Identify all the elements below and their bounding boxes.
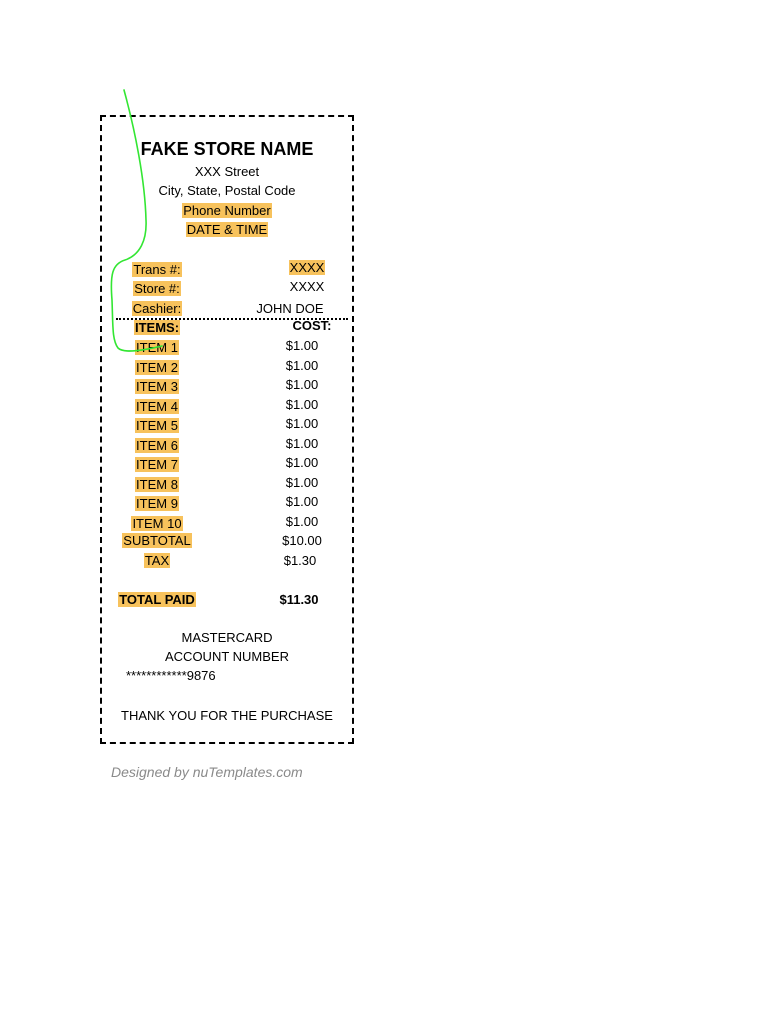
- payment-account-label: ACCOUNT NUMBER: [165, 649, 289, 664]
- total-value: $11.30: [279, 592, 319, 607]
- receipt: [100, 115, 354, 744]
- cashier-value: JOHN DOE: [256, 301, 324, 316]
- trans-label: Trans #:: [133, 262, 181, 277]
- item-row: [102, 340, 352, 359]
- item-cost: $1.00: [285, 513, 319, 529]
- cashier-label: Cashier:: [132, 301, 182, 316]
- item-name: ITEM 3: [136, 379, 178, 394]
- item-name: ITEM 6: [136, 437, 178, 453]
- subtotal-label: SUBTOTAL: [123, 533, 191, 548]
- items-header: [102, 320, 352, 339]
- item-cost: $1.00: [285, 396, 319, 412]
- total-row: [102, 592, 352, 611]
- footer-credit[interactable]: Designed by nuTemplates.com: [111, 764, 303, 780]
- item-row: [102, 474, 352, 496]
- trans-value: XXXX: [289, 260, 325, 275]
- store-city: City, State, Postal Code: [158, 183, 296, 198]
- payment-card: MASTERCARD: [181, 630, 273, 645]
- item-row: [102, 357, 352, 379]
- item-name: ITEM 9: [136, 496, 178, 511]
- items-header-label: ITEMS:: [134, 320, 180, 335]
- item-row: [102, 496, 352, 515]
- payment-account-number-row: [102, 668, 352, 687]
- item-cost: $1.00: [285, 377, 319, 392]
- item-cost: $1.00: [285, 338, 319, 353]
- subtotal-row: [102, 533, 352, 552]
- item-cost: $1.00: [285, 435, 319, 451]
- tax-value: $1.30: [283, 553, 317, 568]
- store-phone: Phone Number: [183, 203, 271, 218]
- payment-account-number: ************9876: [126, 668, 216, 683]
- item-cost: $1.00: [285, 357, 319, 373]
- store-num-label: Store #:: [134, 281, 180, 296]
- thank-you: THANK YOU FOR THE PURCHASE: [121, 708, 333, 723]
- item-cost: $1.00: [285, 455, 319, 470]
- item-cost: $1.00: [285, 474, 319, 490]
- store-street: XXX Street: [194, 164, 260, 179]
- item-cost: $1.00: [285, 494, 319, 509]
- item-row: [102, 418, 352, 437]
- store-num-row: [102, 281, 352, 300]
- item-cost: $1.00: [285, 416, 319, 431]
- item-name: ITEM 7: [136, 457, 178, 472]
- tax-row: [102, 553, 352, 572]
- cost-header-label: COST:: [292, 318, 332, 333]
- item-row: [102, 457, 352, 476]
- item-name: ITEM 4: [136, 398, 178, 414]
- item-name: ITEM 10: [132, 515, 182, 531]
- store-num-value: XXXX: [289, 279, 325, 294]
- item-row: [102, 435, 352, 457]
- store-name: FAKE STORE NAME: [140, 139, 314, 159]
- item-row: [102, 396, 352, 418]
- item-row: [102, 513, 352, 535]
- subtotal-value: $10.00: [282, 533, 322, 548]
- store-datetime: DATE & TIME: [186, 222, 268, 237]
- item-row: [102, 379, 352, 398]
- total-label: TOTAL PAID: [119, 592, 195, 607]
- item-name: ITEM 1: [136, 340, 178, 355]
- item-name: ITEM 5: [136, 418, 178, 433]
- item-name: ITEM 8: [136, 476, 178, 492]
- tax-label: TAX: [144, 553, 170, 568]
- item-name: ITEM 2: [136, 359, 178, 375]
